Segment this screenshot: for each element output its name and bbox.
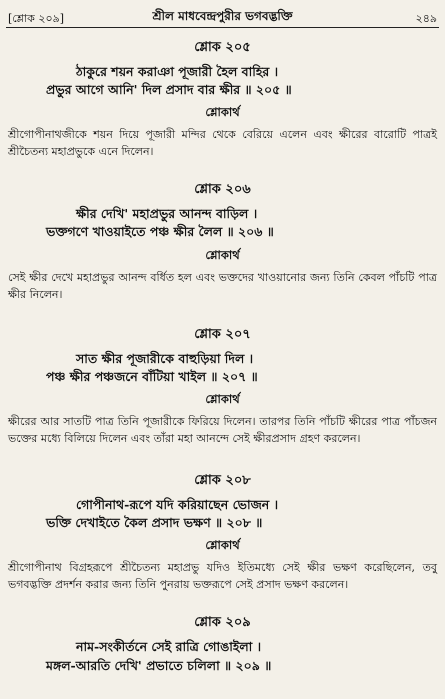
verse-heading: শ্লোক ২০৬ (194, 182, 251, 198)
verse-heading: শ্লোক ২০৮ (194, 473, 251, 489)
translation-text: ক্ষীরের আর সাতটি পাত্র তিনি পূজারীকে ফিরিয়ে দিলেন। তারপর তিনি পাঁচটি ক্ষীরের পাত্র পাঁচজন ভক্তের মধ্যে বিলিয়ে দিলেন এবং তাঁরা মহা আনন্দে সেই ক্ষীরপ্রসাদ গ্রহণ করলেন। (8, 414, 437, 445)
page-content (8, 38, 437, 681)
translation-heading: শ্লোকার্থ (205, 105, 240, 120)
verse-text (8, 63, 437, 99)
verse-line: প্রভুর আগে আনি' দিল প্রসাদ বার ক্ষীর ॥ ২০৫ ॥ (46, 82, 292, 98)
verse-heading: শ্লোক ২০৫ (194, 40, 251, 55)
verse-208 (8, 471, 437, 593)
verse-line: সাত ক্ষীর পূজারীকে বাহুড়িয়া দিল । (76, 350, 254, 366)
verse-206 (8, 180, 437, 302)
translation-heading: শ্লোকার্থ (205, 391, 240, 406)
verse-line: নাম-সংকীর্তনে সেই রাত্রি গোঙাইলা । (76, 639, 262, 655)
verse-text (8, 496, 437, 532)
verse-heading: শ্লোক ২০৯ (194, 615, 251, 631)
page-number: ২৪৯ (415, 12, 437, 25)
verse-205 (8, 38, 437, 160)
verse-text (8, 205, 437, 241)
verse-207 (8, 325, 437, 447)
verse-heading: শ্লোক ২০৭ (194, 326, 251, 342)
translation-text: সেই ক্ষীর দেখে মহাপ্রভুর আনন্দ বর্ধিত হল এবং ভক্তদের খাওয়ানোর জন্য তিনি কেবল পাঁচটি পাত্র ক্ষীর নিলেন। (8, 270, 437, 301)
verse-text (8, 350, 437, 386)
page-header (8, 6, 437, 28)
verse-text (8, 638, 437, 674)
verse-line: পঞ্চ ক্ষীর পঞ্চজনে বাঁটিয়া খাইল ॥ ২০৭ ॥ (46, 368, 258, 384)
header-rule (6, 27, 439, 28)
verse-209 (8, 613, 437, 674)
translation-text: শ্রীগোপীনাথজীকে শয়ন দিয়ে পূজারী মন্দির থেকে বেরিয়ে এলেন এবং ক্ষীরের বারোটি পাত্রই শ্রীচৈতন্য মহাপ্রভুকে এনে দিলেন। (8, 128, 437, 159)
verse-line: মঙ্গল-আরতি দেখি' প্রভাতে চলিলা ॥ ২০৯ ॥ (46, 657, 272, 673)
verse-line: ক্ষীর দেখি' মহাপ্রভুর আনন্দ বাড়িল । (76, 206, 258, 222)
verse-line: গোপীনাথ-রূপে যদি করিয়াছেন ভোজন । (76, 497, 279, 513)
verse-line: ভক্তি দেখাইতে কৈল প্রসাদ ভক্ষণ ॥ ২০৮ ॥ (46, 515, 263, 531)
translation-heading: শ্লোকার্থ (205, 538, 240, 553)
translation-heading: শ্লোকার্থ (205, 247, 240, 262)
verse-line: ঠাকুরে শয়ন করাঞা পূজারী হৈল বাহির । (76, 64, 279, 79)
translation-text: শ্রীগোপীনাথ বিগ্রহরূপে শ্রীচৈতন্য মহাপ্রভু যদিও ইতিমধ্যে সেই ক্ষীর ভক্ষণ করেছিলেন, তবু ভগবদ্ভক্তি প্রদর্শন করার জন্য তিনি পুনরায় ভক্তরূপে সেই প্রসাদ ভক্ষণ করলেন। (8, 561, 437, 592)
header-verse-range: [শ্লোক ২০৯] (8, 12, 65, 25)
verse-line: ভক্তগণে খাওয়াইতে পঞ্চ ক্ষীর লৈল ॥ ২০৬ ॥ (46, 224, 274, 240)
header-title: শ্রীল মাধবেন্দ্রপুরীর ভগবদ্ভক্তি (152, 9, 293, 23)
